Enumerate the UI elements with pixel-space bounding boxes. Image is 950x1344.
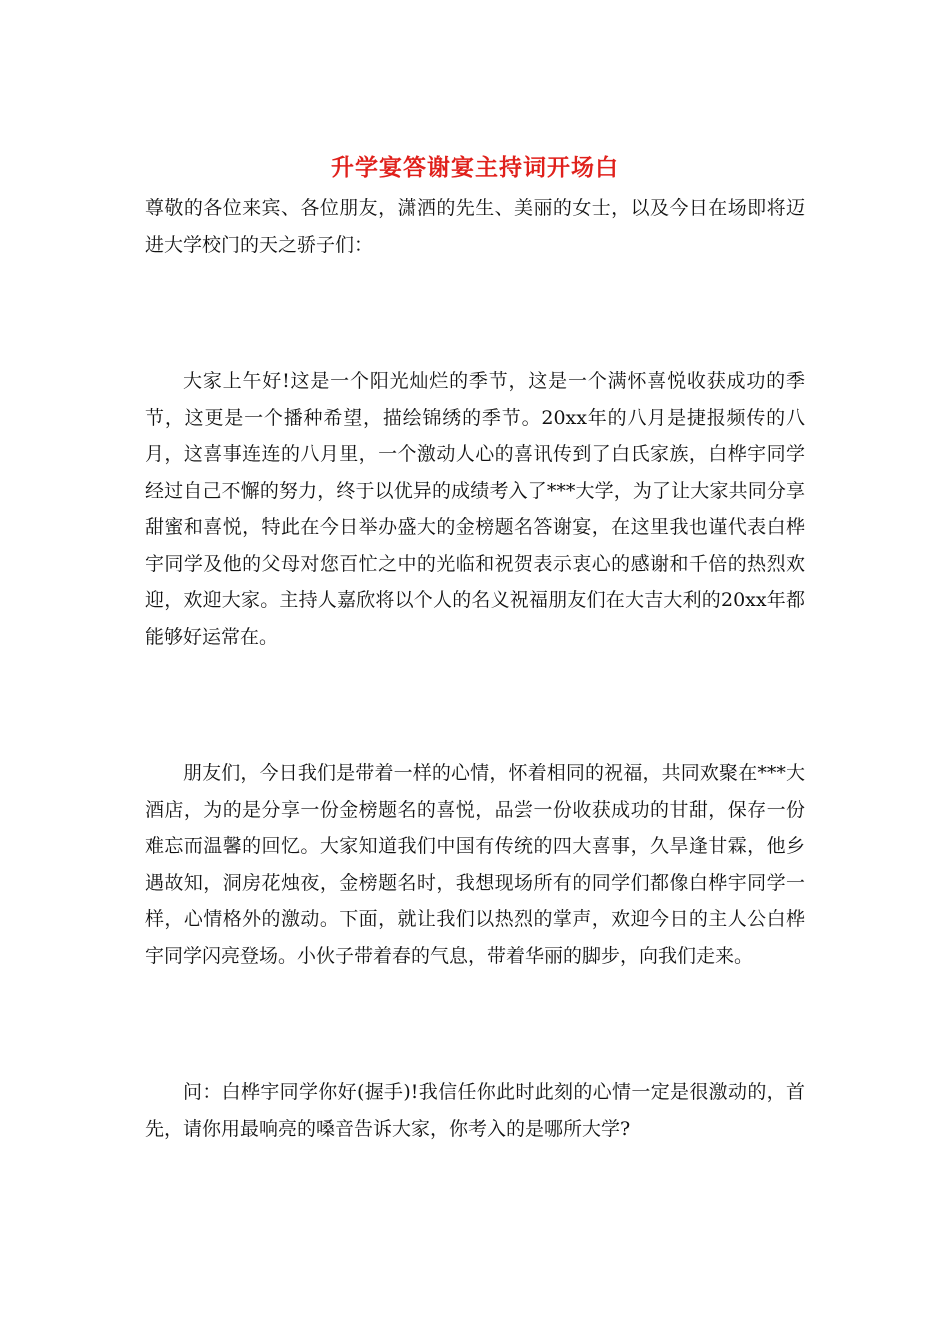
paragraph-spacer (145, 263, 805, 363)
body-paragraph-3: 问：白桦宇同学你好(握手)!我信任你此时此刻的心情一定是很激动的，首先，请你用最响亮的嗓音告诉大家，你考入的是哪所大学? (145, 1081, 805, 1140)
paragraph-spacer (145, 974, 805, 1074)
body-paragraph-1: 大家上午好!这是一个阳光灿烂的季节，这是一个满怀喜悦收获成功的季节，这更是一个播种希望，描绘锦绣的季节。20xx年的八月是捷报频传的八月，这喜事连连的八月里，一个激动人心的喜讯传到了白氏家族，白桦宇同学经过自己不懈的努力，终于以优异的成绩考入了***大学，为了让大家共同分享甜蜜和喜悦，特此在今日举办盛大的金榜题名答谢宴，在这里我也谨代表白桦宇同学及他的父母对您百忙之中的光临和祝贺表示衷心的感谢和千倍的热烈欢迎，欢迎大家。主持人嘉欣将以个人的名义祝福朋友们在大吉大利的20xx年都能够好运常在。 (145, 370, 805, 648)
document-page (145, 150, 805, 1147)
paragraph-spacer (145, 655, 805, 755)
document-title: 升学宴答谢宴主持词开场白 (331, 154, 619, 181)
greeting-paragraph: 尊敬的各位来宾、各位朋友，潇洒的先生、美丽的女士，以及今日在场即将迈进大学校门的天之骄子们： (145, 197, 805, 256)
body-paragraph-2: 朋友们，今日我们是带着一样的心情，怀着相同的祝福，共同欢聚在***大酒店，为的是分享一份金榜题名的喜悦，品尝一份收获成功的甘甜，保存一份难忘而温馨的回忆。大家知道我们中国有传统的四大喜事，久旱逢甘霖，他乡遇故知，洞房花烛夜，金榜题名时，我想现场所有的同学们都像白桦宇同学一样，心情格外的激动。下面，就让我们以热烈的掌声，欢迎今日的主人公白桦宇同学闪亮登场。小伙子带着春的气息，带着华丽的脚步，向我们走来。 (145, 762, 805, 967)
